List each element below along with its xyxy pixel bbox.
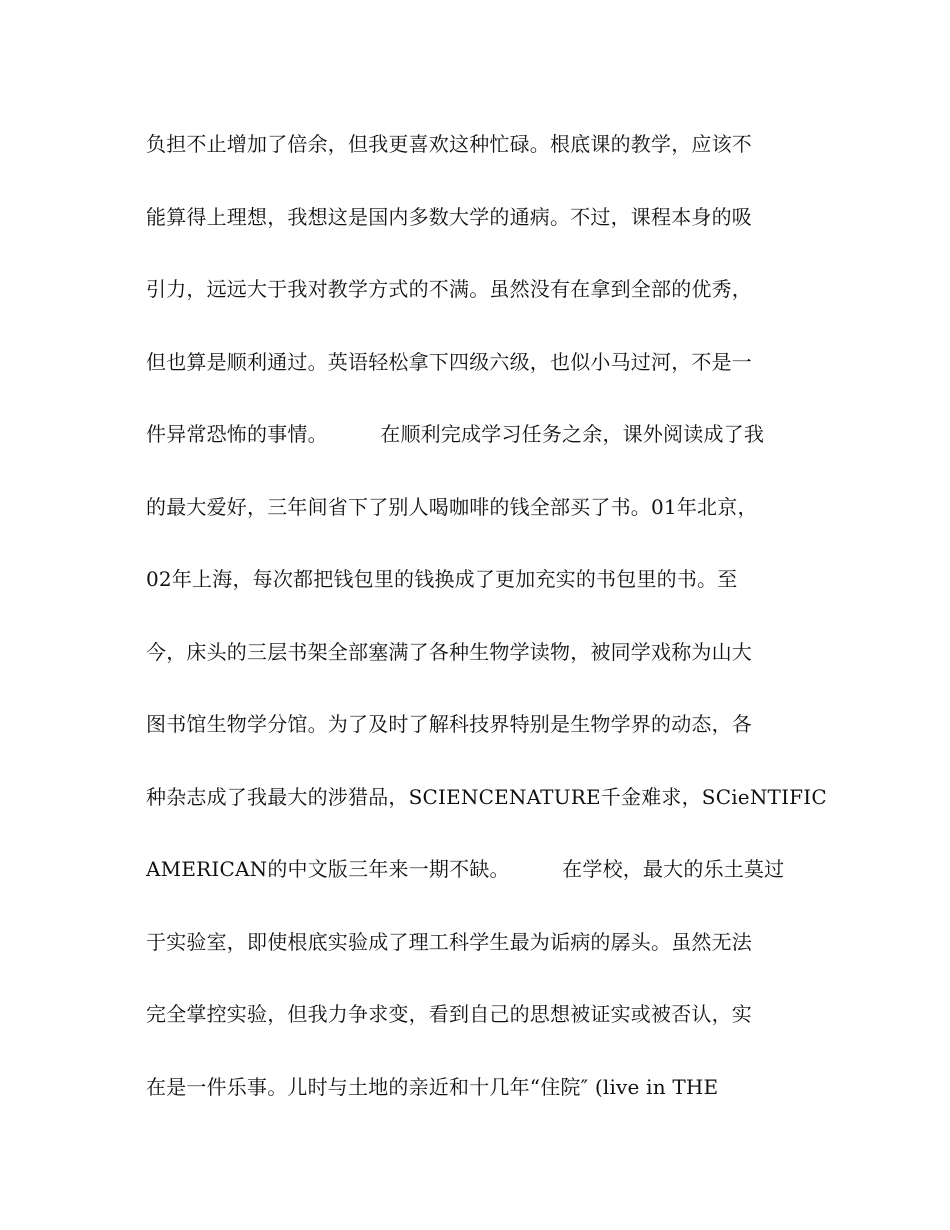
text-line: 完全掌控实验，但我力争求变，看到自己的思想被证实或被否认，实 — [146, 1002, 752, 1026]
text-line: 引力，远远大于我对教学方式的不满。虽然没有在拿到全部的优秀， — [146, 277, 752, 301]
text-line: 图书馆生物学分馆。为了及时了解科技界特别是生物学界的动态，各 — [146, 712, 752, 736]
text-line: 的最大爱好，三年间省下了别人喝咖啡的钱全部买了书。01年北京， — [146, 494, 758, 519]
text-line: 在是一件乐事。儿时与土地的亲近和十几年“住院″ (live in THE — [146, 1074, 719, 1099]
text-line: 02年上海，每次都把钱包里的钱换成了更加充实的书包里的书。至 — [146, 567, 738, 591]
text-line: 种杂志成了我最大的涉猎品，SCIENCENATURE千金难求，SCieNTIFIC — [146, 784, 827, 809]
text-line: 能算得上理想，我想这是国内多数大学的通病。不过，课程本身的吸 — [146, 204, 752, 229]
text-line: 今，床头的三层书架全部塞满了各种生物学读物，被同学戏称为山大 — [146, 639, 752, 664]
text-line: 但也算是顺利通过。英语轻松拿下四级六级，也似小马过河，不是一 — [146, 349, 752, 374]
text-line: 件异常恐怖的事情。 在顺利完成学习任务之余，课外阅读成了我 — [146, 422, 765, 446]
text-line: AMERICAN的中文版三年来一期不缺。 在学校，最大的乐土莫过 — [146, 857, 785, 881]
body-text — [146, 126, 826, 1141]
text-line: 于实验室，即使根底实验成了理工科学生最为诟病的孱头。虽然无法 — [146, 929, 752, 954]
text-line: 负担不止增加了倍余，但我更喜欢这种忙碌。根底课的教学，应该不 — [146, 132, 752, 156]
